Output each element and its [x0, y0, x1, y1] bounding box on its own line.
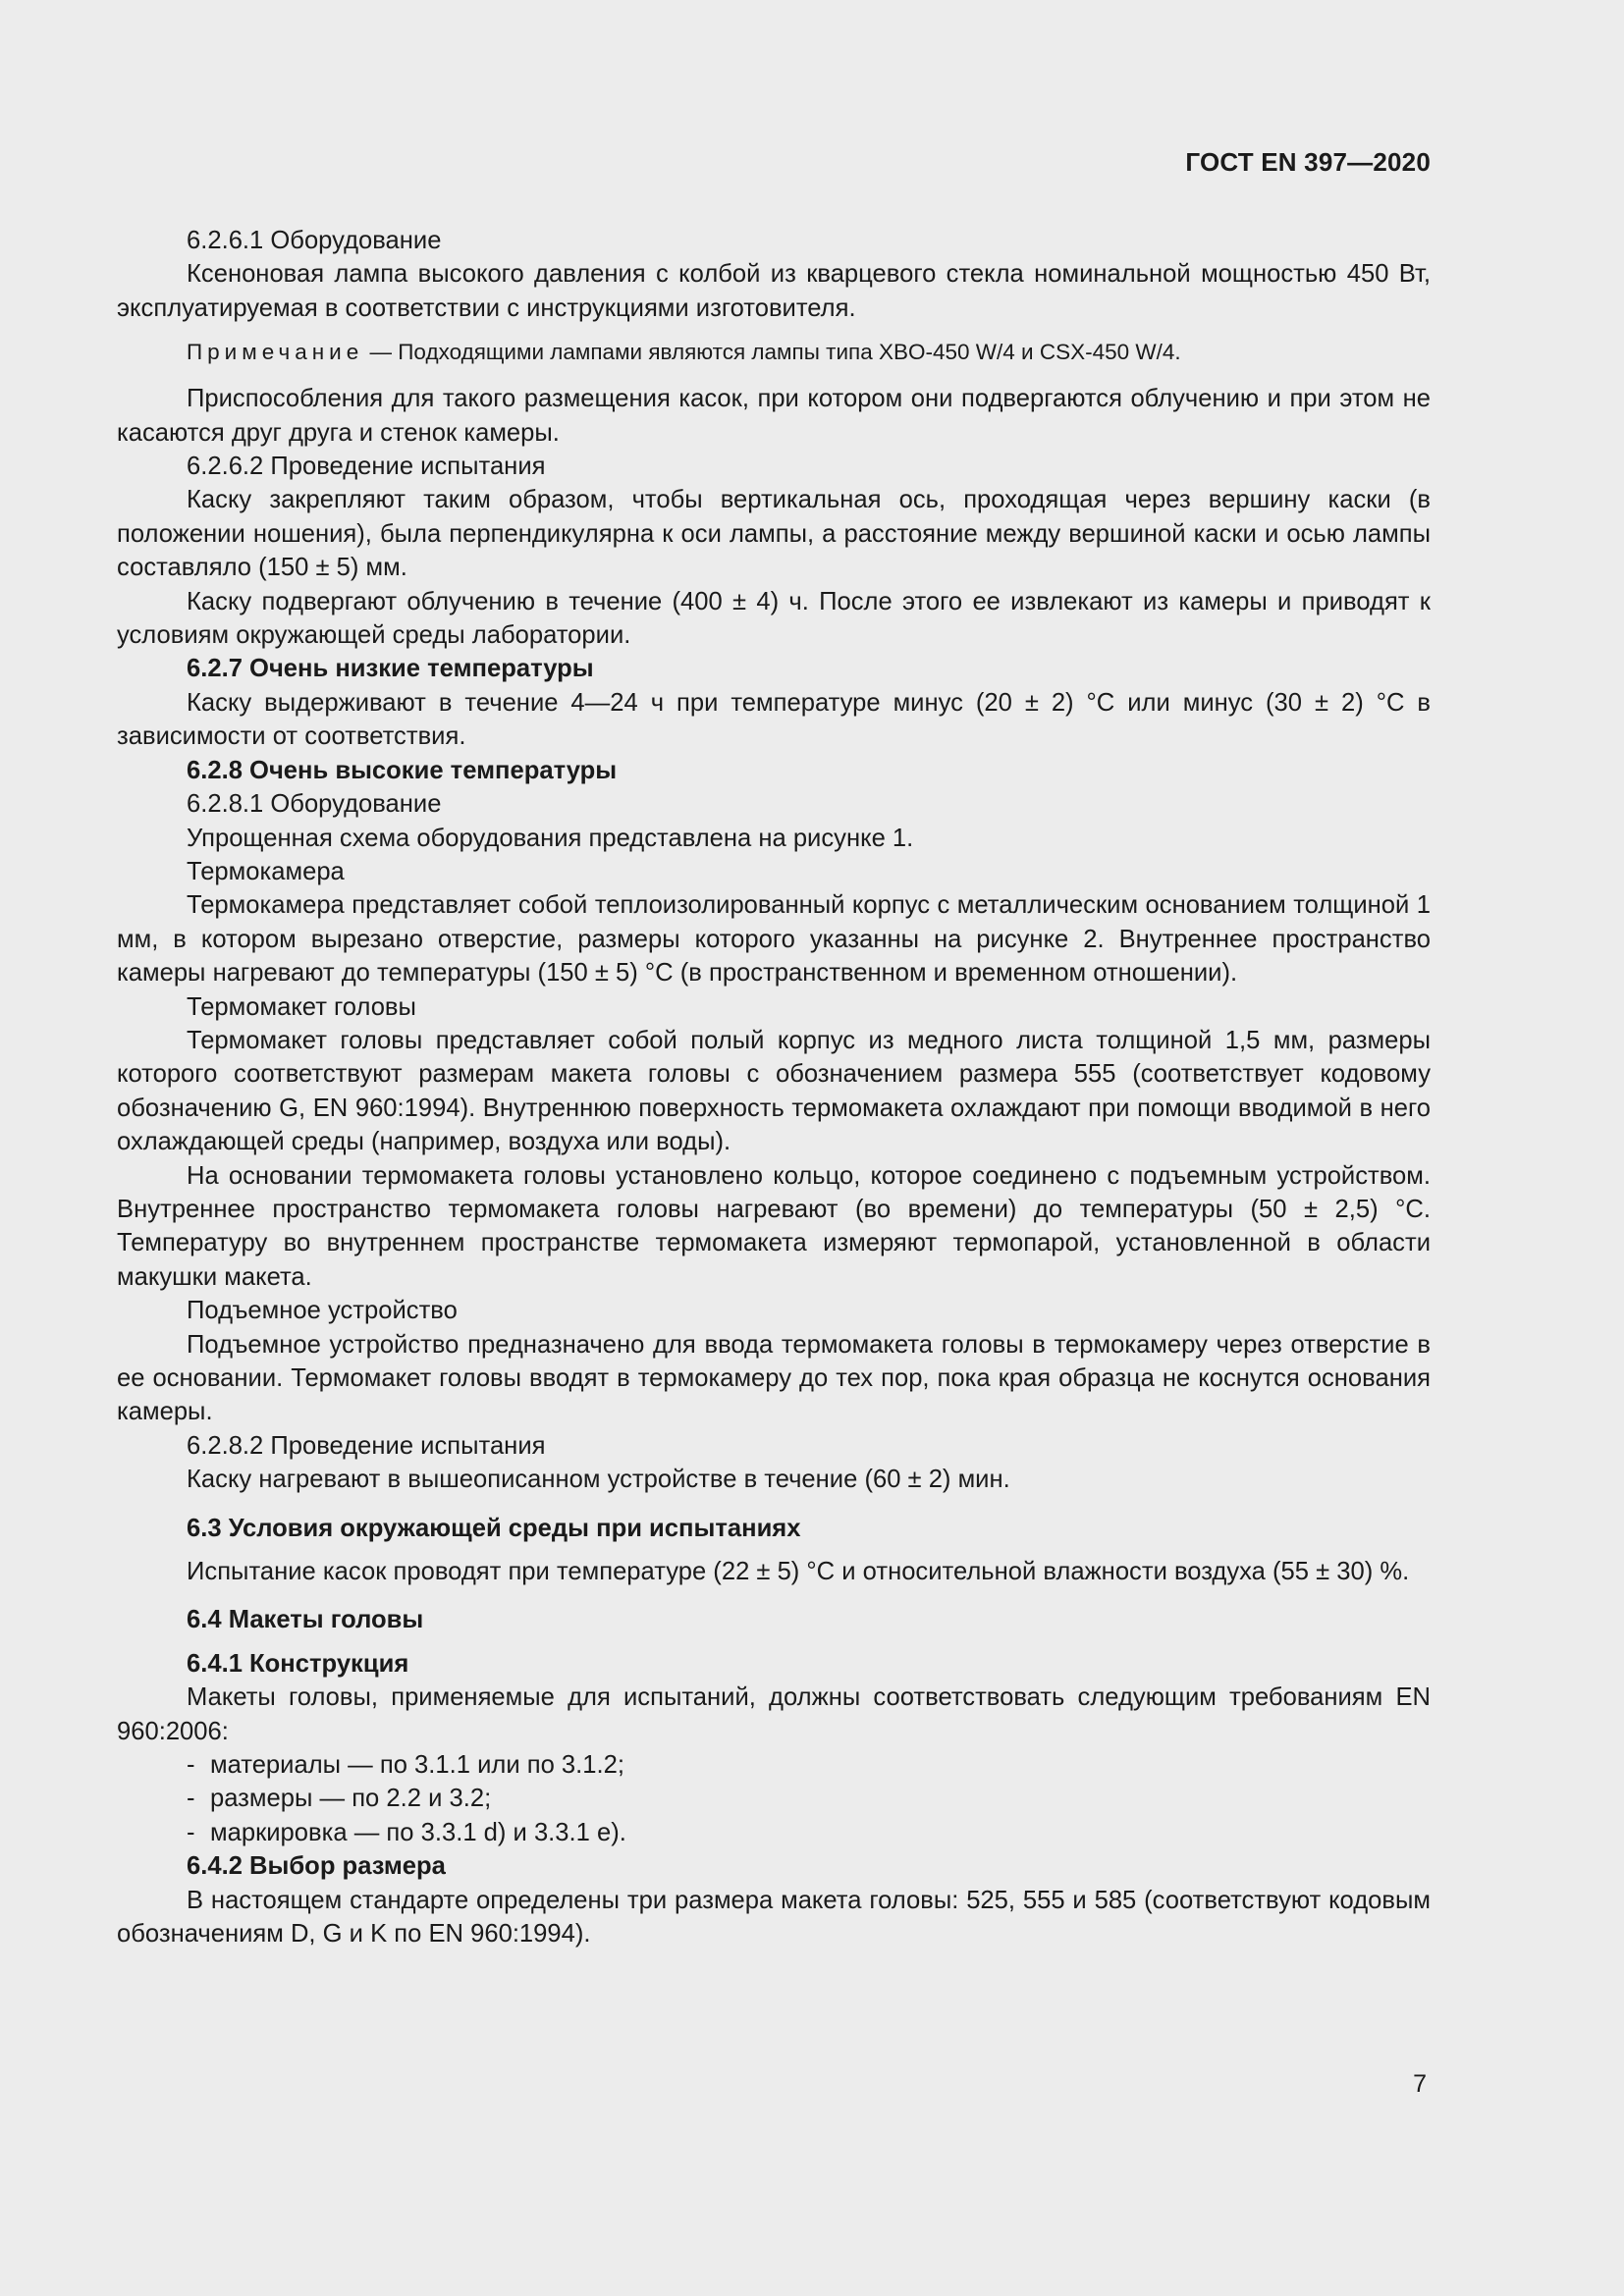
- note-dash: —: [363, 340, 399, 365]
- list-marker: -: [187, 1751, 195, 1780]
- note: [117, 336, 1431, 369]
- note-text: Подходящими лампами являются лампы типа XBO-450 W/4 и CSX-450 W/4.: [398, 340, 1181, 365]
- section-6-4-heading: 6.4 Макеты головы: [187, 1606, 424, 1634]
- paragraph-lift: Подъемное устройство предназначено для ввода термомакета головы в термокамеру через отверстие в ее основании. Термомакет головы вводят в термокамеру до тех пор, пока края образца не коснутся основания камеры.: [117, 1330, 1431, 1426]
- paragraph-scheme: Упрощенная схема оборудования представлена на рисунке 1.: [187, 824, 914, 852]
- paragraph-mounting: Каску закрепляют таким образом, чтобы вертикальная ось, проходящая через вершину каски (в положении ношения), была перпендикулярна к оси лампы, а расстояние между вершиной каски и осью лампы составляло (150 ± 5) мм.: [117, 486, 1431, 582]
- section-6-3-heading: 6.3 Условия окружающей среды при испытаниях: [187, 1514, 801, 1542]
- list-item: - размеры — по 2.2 и 3.2;: [117, 1782, 1431, 1815]
- paragraph-construction: Макеты головы, применяемые для испытаний, должны соответствовать следующим требованиям EN 960:2006:: [117, 1683, 1431, 1745]
- paragraph-size-selection: В настоящем стандарте определены три размера макета головы: 525, 555 и 585 (соответствуют кодовым обозначениям D, G и K по EN 960:1994).: [117, 1886, 1431, 1949]
- section-6-2-8-heading: 6.2.8 Очень высокие температуры: [187, 756, 618, 784]
- document-body: [117, 224, 1431, 1951]
- section-6-2-6-2-heading: 6.2.6.2 Проведение испытания: [187, 453, 546, 481]
- section-6-2-6-1-heading: 6.2.6.1 Оборудование: [187, 227, 442, 254]
- paragraph-heating: Каску нагревают в вышеописанном устройстве в течение (60 ± 2) мин.: [187, 1466, 1010, 1494]
- section-6-2-8-1-heading: 6.2.8.1 Оборудование: [187, 790, 442, 819]
- list-marker: -: [187, 1818, 195, 1846]
- page-number: 7: [1413, 2070, 1427, 2098]
- paragraph-ring: На основании термомакета головы установлено кольцо, которое соединено с подъемным устройством. Внутреннее пространство термомакета головы нагревают (во времени) до температуры (50 ± 2,5) °C. Температуру во внутреннем пространстве термомакета измеряют термопарой, установленной в области макушки макета.: [117, 1161, 1431, 1291]
- paragraph-lamp: Ксеноновая лампа высокого давления с колбой из кварцевого стекла номинальной мощностью 450 Вт, эксплуатируемая в соответствии с инструкциями изготовителя.: [117, 260, 1431, 322]
- section-6-2-8-2-heading: 6.2.8.2 Проведение испытания: [187, 1431, 546, 1460]
- paragraph-irradiation: Каску подвергают облучению в течение (400 ± 4) ч. После этого ее извлекают из камеры и приводят к условиям окружающей среды лаборатории.: [117, 587, 1431, 650]
- paragraph-headform: Термомакет головы представляет собой полый корпус из медного листа толщиной 1,5 мм, размеры которого соответствуют размерам макета головы с обозначением размера 555 (соответствует кодовому обозначению G, EN 960:1994). Внутреннюю поверхность термомакета охлаждают при помощи вводимой в него охлаждающей среды (например, воздуха или воды).: [117, 1026, 1431, 1156]
- list-marker: -: [187, 1785, 195, 1813]
- paragraph-thermochamber: Термокамера представляет собой теплоизолированный корпус с металлическим основанием толщиной 1 мм, в котором вырезано отверстие, размеры которого указанны на рисунке 2. Внутреннее пространство камеры нагревают до температуры (150 ± 5) °C (в пространственном и временном отношении).: [117, 891, 1431, 988]
- section-6-4-2-heading: 6.4.2 Выбор размера: [187, 1852, 446, 1881]
- list-item: - материалы — по 3.1.1 или по 3.1.2;: [117, 1748, 1431, 1782]
- paragraph-fixtures: Приспособления для такого размещения касок, при котором они подвергаются облучению и при этом не касаются друг друга и стенок камеры.: [117, 385, 1431, 447]
- headform-title: Термомакет головы: [187, 992, 416, 1021]
- section-6-4-1-heading: 6.4.1 Конструкция: [187, 1649, 409, 1678]
- list-item: - маркировка — по 3.3.1 d) и 3.3.1 e).: [117, 1816, 1431, 1849]
- section-6-2-7-heading: 6.2.7 Очень низкие температуры: [187, 655, 594, 683]
- note-label: Примечание: [187, 340, 364, 365]
- paragraph-low-temp: Каску выдерживают в течение 4—24 ч при температуре минус (20 ± 2) °C или минус (30 ± 2) °C в зависимости от соответствия.: [117, 688, 1431, 751]
- thermochamber-title: Термокамера: [187, 857, 345, 885]
- paragraph-conditions: Испытание касок проводят при температуре (22 ± 5) °C и относительной влажности воздуха (55 ± 30) %.: [187, 1558, 1410, 1586]
- standard-header: ГОСТ EN 397—2020: [1185, 147, 1431, 177]
- lift-title: Подъемное устройство: [187, 1297, 458, 1325]
